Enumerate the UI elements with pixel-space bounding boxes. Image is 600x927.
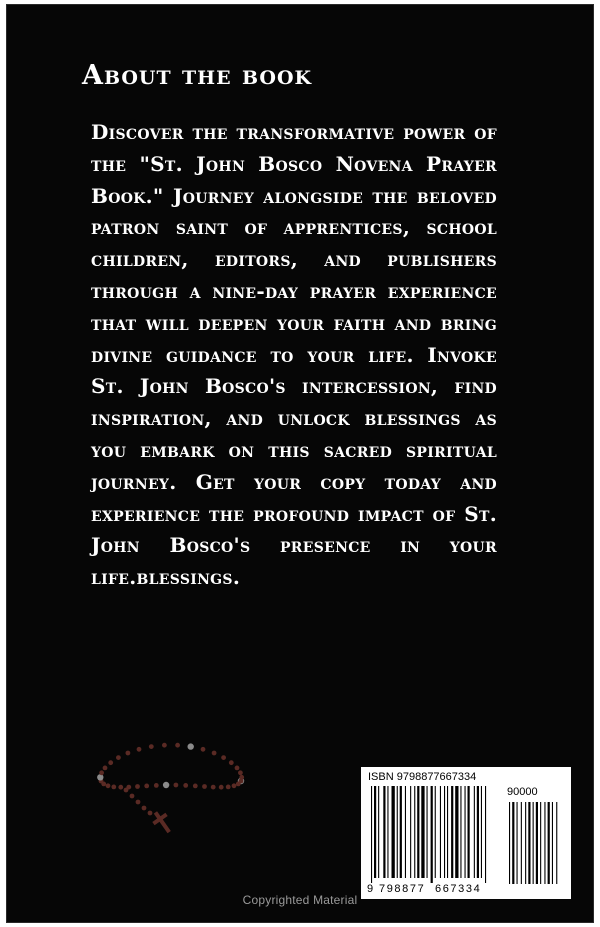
watermark-bottom: Copyrighted Material (242, 893, 358, 907)
barcode-bar (405, 786, 406, 878)
barcode-bar (414, 786, 415, 878)
rosary-bead (118, 785, 123, 790)
rosary-bead (154, 783, 159, 788)
rosary-bead (97, 774, 103, 780)
barcode-bar (421, 786, 424, 878)
barcode-bar (431, 786, 433, 884)
rosary-bead (229, 760, 234, 765)
rosary-bead (99, 770, 104, 775)
cross-icon (149, 808, 176, 835)
barcode-bar (440, 786, 441, 878)
rosary-bead (142, 806, 147, 811)
barcode-bar (468, 786, 470, 878)
rosary-bead (108, 760, 113, 765)
barcode-digits-group1: 798877 (379, 883, 426, 895)
barcode-addon-bar (517, 802, 518, 884)
rosary-bead (175, 743, 180, 748)
rosary-bead (221, 755, 226, 760)
rosary-bead (137, 747, 142, 752)
rosary-bead (219, 785, 224, 790)
barcode-bar (427, 786, 428, 878)
barcode-addon-bar (552, 802, 553, 884)
book-description: Discover the transformative power of the "St. John Bosco Novena Prayer Book." Journey alongside the beloved patron saint of apprentices, school children, editors, and publishers through a nine-day prayer experience that will deepen your faith and bring divine guidance to your life. Invoke St. John Bosco's intercession, find inspiration, and unlock blessings as you embark on this sacred spiritual journey. Get your copy today and experience the profound impact of St. John Bosco's presence in your life.blessings. (91, 120, 497, 590)
barcode-addon-bar (512, 802, 514, 884)
rosary-bead (130, 794, 135, 799)
rosary-bead (201, 747, 206, 752)
rosary-icon (86, 735, 252, 835)
barcode-addon-bar (544, 802, 545, 884)
barcode-bar (435, 786, 436, 878)
barcode-addon-bar (528, 802, 530, 884)
barcode-addon-bar (533, 802, 534, 884)
barcode-bar (460, 786, 461, 878)
barcode-bar (444, 786, 445, 878)
barcode-digit-lead: 9 (367, 883, 374, 895)
rosary-bead (103, 766, 108, 771)
rosary-bead (226, 785, 231, 790)
rosary-bead (188, 743, 194, 749)
barcode-bar (410, 786, 411, 878)
rosary-bead (232, 783, 237, 788)
barcode-bar (378, 786, 379, 878)
rosary-bead (116, 755, 121, 760)
rosary-bead (111, 785, 116, 790)
rosary-bead (238, 770, 243, 775)
barcode-addon-bar (556, 802, 557, 884)
barcode-addon-bar (548, 802, 550, 884)
barcode-bar (417, 786, 419, 878)
barcode-addon-bar (536, 802, 538, 884)
rosary-bead (193, 784, 198, 789)
rosary-bead (144, 784, 149, 789)
rosary-bead (136, 800, 141, 805)
rosary-bead (212, 751, 217, 756)
barcode-bar (455, 786, 458, 878)
barcode-label (361, 767, 571, 899)
barcode-bar (481, 786, 482, 878)
rosary-bead (148, 811, 153, 816)
barcode-addon-bar (521, 802, 522, 884)
rosary-bead (124, 788, 129, 793)
barcode-bar (477, 786, 479, 878)
rosary-bead (149, 744, 154, 749)
section-title: About the book (82, 60, 313, 91)
barcode-bar (371, 786, 372, 884)
barcode-bar (383, 786, 385, 878)
isbn-text: ISBN 9798877667334 (368, 771, 477, 783)
rosary-bead (162, 743, 167, 748)
barcode-bar (397, 786, 398, 878)
price-code: 90000 (507, 786, 538, 798)
rosary-bead (202, 784, 207, 789)
barcode-bar (465, 786, 466, 878)
barcode-bar (400, 786, 402, 878)
rosary-bead (106, 783, 111, 788)
barcode-bar (474, 786, 475, 878)
rosary-bead (235, 766, 240, 771)
barcode-bar (447, 786, 448, 878)
rosary-bead (183, 783, 188, 788)
barcode-addon-bar (525, 802, 526, 884)
barcode-addon-bar (509, 802, 510, 884)
rosary-bead (135, 784, 140, 789)
barcode-bar (392, 786, 395, 878)
barcode-addon-bar (540, 802, 541, 884)
rosary-bead (126, 751, 131, 756)
barcode-bar (451, 786, 453, 878)
barcode-bar (485, 786, 486, 884)
rosary-bead (174, 783, 179, 788)
barcode-icon (369, 786, 563, 886)
rosary-bead (239, 779, 244, 784)
barcode-bar (387, 786, 388, 878)
barcode-bar (374, 786, 376, 878)
rosary-bead (211, 785, 216, 790)
barcode-digits-group2: 667334 (435, 883, 482, 895)
rosary-bead (163, 782, 169, 788)
